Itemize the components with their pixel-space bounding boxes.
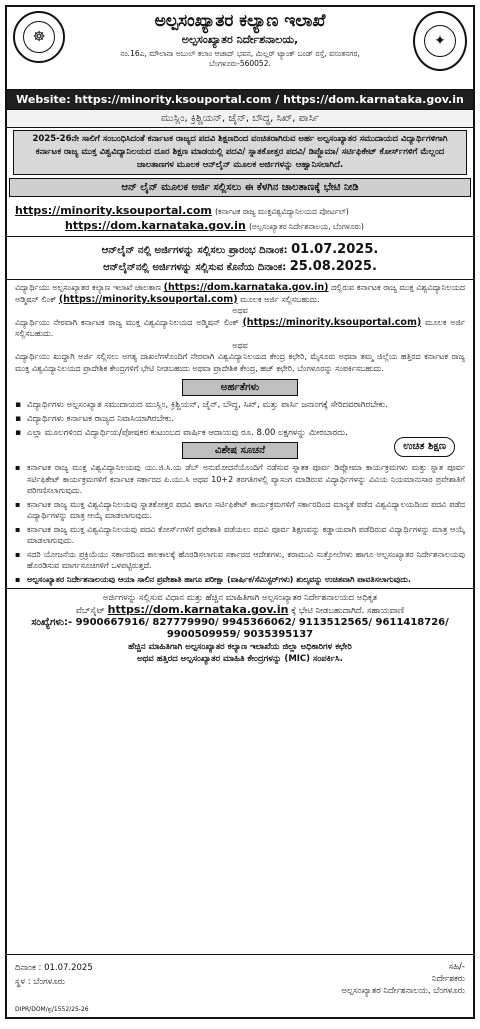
note-text: ಕರ್ನಾಟಕ ರಾಜ್ಯ ಮುಕ್ತ ವಿಶ್ವವಿದ್ಯಾನಿಲಯವು ಯು.ಜಿ.ಸಿ.ಯ ಡೆಬ್ ಅನುಮೋದನೆಯೊಂದಿಗೆ ನಡೆಸುವ ಸ್ನಾತಕ ಪೂರ್ವ ಡಿಪ್ಲೋಮಾ ಕಾರ್ಯಕ್ರಮಗಳು ಮತ್ತು ಸ್ನಾತ ಪೂರ್ವ ಸರ್ಟಿಫಿಕೇಟ್ ಕಾರ್ಯಕ್ರಮಗಳಿಗೆ ಕರ್ನಾಟಕ ಸರ್ಕಾರದ ಪಿ.ಯು.ಸಿ ಅಥವ 10+2 ತರಗತಿಗಳಲ್ಲಿ ವ್ಯಾಸಂಗ ಮಾಡಿರುವ ವಿದ್ಯಾರ್ಥಿಗಳನ್ನು ವಿವಿಯ ನಿಯಮಾನುಸಾರ ಪ್ರವೇಶಾತಿಗೆ ಪರಿಗಣಿಸಲಾಗುವುದು. (27, 463, 465, 495)
dates-section (7, 236, 473, 280)
website-bar: Website: https://minority.ksouportal.com / https://dom.karnataka.gov.in (7, 90, 473, 109)
special-notes-heading: ವಿಶೇಷ ಸೂಚನೆ (182, 442, 298, 459)
note-text: ಕರ್ನಾಟಕ ರಾಜ್ಯ ಮುಕ್ತ ವಿಶ್ವವಿದ್ಯಾನಿಲಯವು ಸ್ನಾತಕೋತ್ತರ ಪದವಿ ಹಾಗೂ ಸರ್ಟಿಫಿಕೇಟ್ ಕಾರ್ಯಕ್ರಮಗಳಿಗೆ ಸರ್ಕಾರದಿಂದ ಮಾನ್ಯತೆ ಪಡೆದ ವಿಶ್ವವಿದ್ಯಾಲಯದಿಂದ ಪದವಿ ಪಡೆದ ವಿದ್ಯಾರ್ಥಿಗಳನ್ನು ಮಾತ್ರ ಆಯ್ಕೆ ಮಾಡಲಾಗುವುದು. (27, 499, 465, 520)
university-seal-logo: ✦ (413, 11, 467, 71)
links-list (7, 200, 473, 236)
start-date-row (7, 242, 473, 257)
or-separator: ಅಥವ (232, 340, 248, 350)
bullet-icon: ▪ (15, 400, 22, 410)
free-education-stamp: ಉಚಿತ ಶಿಕ್ಷಣ (394, 437, 455, 457)
list-item (15, 462, 465, 497)
list-item (15, 413, 465, 425)
bullet-icon: ▪ (15, 414, 22, 424)
address-line-2: ಬೆಂಗಳೂರು-560052. (209, 59, 271, 68)
footer (7, 954, 473, 1017)
bullet-icon: ▪ (15, 428, 22, 438)
designation: ನಿರ್ದೇಶಕರು (431, 974, 465, 984)
eligibility-text: ಎಲ್ಲಾ ಮೂಲಗಳಿಂದ ವಿದ್ಯಾರ್ಥಿಯ/ಪೋಷಕರ ಕುಟುಂಬದ ವಾರ್ಷಿಕ ಆದಾಯವು ರೂ. 8.00 ಲಕ್ಷಗಳನ್ನು ಮೀರಬಾರದು. (27, 428, 348, 438)
contact-section (7, 588, 473, 668)
apply-text: ವಿದ್ಯಾರ್ಥಿಯು ನೇರವಾಗಿ ಕರ್ನಾಟಕ ರಾಜ್ಯ ಮುಕ್ತ ವಿಶ್ವವಿದ್ಯಾನಿಲಯದ ಅಡ್ಮಿಷನ್ ಲಿಂಕ್ (15, 317, 239, 327)
bullet-icon: ▪ (15, 549, 21, 559)
phone-row (17, 617, 463, 629)
bullet-icon: ▪ (15, 574, 21, 584)
address-line-1: ನಂ.16ಎ, ಮೌಲಾನಾ ಅಬುಲ್ ಕಲಾಂ ಆಜಾದ್ ಭವನ, ಮಿಲ್ಲರ್ ಟ್ಯಾಂಕ್ ಬಂಡ್ ರಸ್ತೆ, ವಸಂತನಗರ, (120, 49, 360, 58)
how-to-apply (7, 280, 473, 376)
karnataka-emblem-logo: ☸ (13, 11, 65, 63)
ksou-portal-link[interactable]: https://minority.ksouportal.com (15, 204, 212, 217)
phones-label: ಸಂಖ್ಯೆಗಳು:- (31, 617, 73, 628)
apply-option-1 (15, 282, 465, 305)
office-address (67, 49, 413, 69)
eligibility-text: ವಿದ್ಯಾರ್ಥಿಗಳು ಕರ್ನಾಟಕ ರಾಜ್ಯದ ನಿವಾಸಿಯಾಗಿರಬೇಕು. (27, 414, 175, 424)
bullet-icon: ▪ (15, 499, 21, 509)
end-date-row (7, 259, 473, 274)
list-item (15, 549, 465, 572)
link-row (15, 204, 465, 217)
contact-line-3: ಹೆಚ್ಚಿನ ಮಾಹಿತಿಗಾಗಿ ಅಲ್ಪಸಂಖ್ಯಾತರ ಕಲ್ಯಾಣ ಇಲಾಖೆಯ ಜಿಲ್ಲಾ ಅಧಿಕಾರಿಗಳ ಕಛೇರಿ (128, 642, 352, 652)
department-title: ಅಲ್ಪಸಂಖ್ಯಾತರ ಕಲ್ಯಾಣ ಇಲಾಖೆ (154, 11, 326, 31)
dom-website-link[interactable]: https://dom.karnataka.gov.in (107, 603, 289, 616)
link-note: (ಅಲ್ಪಸಂಖ್ಯಾತರ ನಿರ್ದೇಶನಾಲಯ, ಬೆಂಗಳೂರು) (248, 222, 364, 231)
issue-place: ಸ್ಥಳ : ಬೆಂಗಳೂರು (15, 977, 66, 987)
office-name: ಅಲ್ಪಸಂಖ್ಯಾತರ ನಿರ್ದೇಶನಾಲಯ, ಬೆಂಗಳೂರು (341, 986, 465, 996)
apply-option-3: ವಿದ್ಯಾರ್ಥಿಯು ಖುದ್ದಾಗಿ ಅರ್ಜಿ ಸಲ್ಲಿಸಲು ಅಗತ್ಯ ದಾಖಲೆಗಳೊಂದಿಗೆ ನೇರವಾಗಿ ವಿಶ್ವವಿದ್ಯಾನಿಲಯದ ಕೇಂದ್ರ ಕಛೇರಿ, ಮೈಸೂರು ಅಥವಾ ತಮ್ಮ ಜಿಲ್ಲೆಯ ಹತ್ತಿರದ ಕರ್ನಾಟಕ ರಾಜ್ಯ ಮುಕ್ತ ವಿಶ್ವವಿದ್ಯಾನಿಲಯದ ಪ್ರಾದೇಶಿಕ ಕೇಂದ್ರಗಳಿಗೆ ಭೇಟಿ ನೀಡಬಹುದು ಅಥವಾ ಪ್ರಾದೇಶಿಕ ಕೇಂದ್ರ, ಹಜ್ ಕಛೇರಿ, ಬೆಂಗಳೂರನ್ನು ಸಂಪರ್ಕಿಸಬಹುದು. (15, 352, 465, 373)
list-item (15, 574, 465, 586)
bullet-icon: ▪ (15, 463, 21, 472)
web-label: ವೆಬ್‌ಸೈಟ್ (76, 606, 105, 616)
footer-left (15, 961, 93, 989)
directorate-subtitle: ಅಲ್ಪಸಂಖ್ಯಾತರ ನಿರ್ದೇಶನಾಲಯ, (181, 33, 299, 46)
contact-intro: ಅರ್ಜಿಗಳನ್ನು ಸಲ್ಲಿಸುವ ವಿಧಾನ ಮತ್ತು ಹೆಚ್ಚಿನ ಮಾಹಿತಿಗಾಗಿ ಅಲ್ಪಸಂಖ್ಯಾತರ ನಿರ್ದೇಶನಾಲಯದ ಅಧಿಕೃತ (102, 593, 378, 603)
apply-text: ವಿದ್ಯಾರ್ಥಿಯು ಅಲ್ಪಸಂಖ್ಯಾತರ ಕಲ್ಯಾಣ ಇಲಾಖೆ ಜಾಲತಾಣ (15, 283, 162, 292)
apply-text: ಮೂಲಕ ಅರ್ಜಿ ಸಲ್ಲಿಸಬಹುದು. (15, 317, 466, 338)
list-item (15, 499, 465, 522)
eligibility-heading: ಅರ್ಹತೆಗಳು (182, 379, 298, 396)
communities-bar: ಮುಸ್ಲಿಂ, ಕ್ರಿಶ್ಚಿಯನ್, ಜೈನ್, ಬೌದ್ಧ, ಸಿಖ್, ಪಾರ್ಸಿ (7, 109, 473, 128)
list-item (15, 427, 465, 439)
reference-number: DIPR/DOM/ಪ್ರ/1552/25-26 (15, 1006, 89, 1013)
list-item (15, 524, 465, 547)
dom-portal-link[interactable]: https://dom.karnataka.gov.in (65, 219, 246, 232)
ksou-link[interactable]: (https://minority.ksouportal.com) (242, 316, 422, 328)
phone-numbers-2: 9900509959/ 9035395137 (166, 629, 314, 640)
or-separator: ಅಥವ (232, 306, 248, 315)
start-date-label: ಆನ್‌ಲೈನ್ ನಲ್ಲಿ ಅರ್ಜಿಗಳನ್ನು ಸಲ್ಲಿಸಲು ಪ್ರಾರಂಭ ದಿನಾಂಕ: (101, 245, 288, 256)
note-text: ಕರ್ನಾಟಕ ರಾಜ್ಯ ಮುಕ್ತ ವಿಶ್ವವಿದ್ಯಾನಿಲಯವು ಪದವಿ ಕೋರ್ಸ್‌ಗಳಿಗೆ ಪ್ರವೇಶಾತಿ ಪಡೆಯಲು ಪದವಿ ಪೂರ್ವ ಶಿಕ್ಷಣವನ್ನು ಕಡ್ಡಾಯವಾಗಿ ಪಡೆದಿರುವ ವಿದ್ಯಾರ್ಥಿಗಳನ್ನು ಮಾತ್ರ ಆಯ್ಕೆ ಮಾಡಲಾಗುವುದು. (27, 524, 465, 545)
contact-web-row (17, 604, 463, 617)
issue-date: ದಿನಾಂಕ : 01.07.2025 (15, 963, 93, 973)
bullet-icon: ▪ (15, 524, 21, 534)
end-date: 25.08.2025. (289, 259, 377, 274)
links-title: ಆನ್ ಲೈನ್ ಮೂಲಕ ಅರ್ಜಿ ಸಲ್ಲಿಸಲು ಈ ಕೆಳಗಿನ ಜಾಲತಾಣಕ್ಕೆ ಭೇಟಿ ನೀಡಿ (9, 178, 471, 197)
apply-option-2 (15, 317, 465, 340)
end-date-label: ಆನ್‌ಲೈನ್‌ನಲ್ಲಿ ಅರ್ಜಿಗಳನ್ನು ಸಲ್ಲಿಸುವ ಕೊನೆಯ ದಿನಾಂಕ: (103, 262, 287, 273)
dom-link[interactable]: (https://dom.karnataka.gov.in) (163, 282, 329, 293)
contact-line-4: ಅಥವ ಹತ್ತಿರದ ಅಲ್ಪಸಂಖ್ಯಾತರ ಮಾಹಿತಿ ಕೇಂದ್ರಗಳನ್ನು (MIC) ಸಂಪರ್ಕಿಸಿ. (137, 654, 343, 664)
signed-mark: ಸಹಿ/- (448, 962, 465, 972)
note-text: ಅಲ್ಪಸಂಖ್ಯಾತರ ನಿರ್ದೇಶನಾಲಯವು ಆಯಾ ಸಾಲಿನ ಪ್ರವೇಶಾತಿ ಹಾಗೂ ಪರೀಕ್ಷಾ (ವಾರ್ಷಿಕ/ಸೆಮಿಸ್ಟರ್‌ಗಳು) ಶುಲ್ಕವನ್ನು ಉಚಿತವಾಗಿ ಪಾವತಿಸಲಾಗುವುದು. (27, 574, 411, 584)
start-date: 01.07.2025. (291, 242, 379, 257)
link-note: (ಕರ್ನಾಟಕ ರಾಜ್ಯ ಮುಕ್ತವಿಶ್ವವಿದ್ಯಾನಿಲಯದ ಪೋರ್ಟಲ್) (215, 207, 349, 216)
list-item (15, 399, 465, 411)
web-suffix: ಕ್ಕೆ ಭೇಟಿ ನೀಡಬಹುದಾಗಿದೆ. ಸಹಾಯವಾಣಿ (291, 606, 404, 616)
ksou-link[interactable]: (https://minority.ksouportal.com) (58, 293, 238, 305)
apply-text: ಮೂಲಕ ಅರ್ಜಿ ಸಲ್ಲಿಸಬಹುದು. (240, 294, 320, 304)
intro-box: 2025-26ನೇ ಸಾಲಿಗೆ ಸಂಬಂಧಿಸಿದಂತೆ ಕರ್ನಾಟಕ ರಾಜ್ಯದ ಪದವಿ ಶಿಕ್ಷಣದಿಂದ ವಂಚಿತರಾಗಿರುವ ಅರ್ಹ ಅಲ್ಪಸಂಖ್ಯಾತರ ಸಮುದಾಯದ ವಿದ್ಯಾರ್ಥಿಗಳಿಗಾಗಿ ಕರ್ನಾಟಕ ರಾಜ್ಯ ಮುಕ್ತ ವಿಶ್ವವಿದ್ಯಾನಿಲಯದ ದೂರ ಶಿಕ್ಷಣ ಮಾಡಯಲ್ಲಿ ಪದವಿ/ ಸ್ನಾತಕೋತ್ತರ ಪದವಿ/ ಡಿಪ್ಲೊಮಾ/ ಸರ್ಟಿಫಿಕೇಟ್ ಕೋರ್ಸ್‌ಗಳಿಗೆ ಮೆಲ್ಲಂದ ಜಾಲತಾಣಗಳ ಮೂಲಕ ಆನ್‌ಲೈನ್ ಮೂಲಕ ಅರ್ಜಿಗಳನ್ನು ಆಹ್ವಾನಿಸಲಾಗಿದೆ. (13, 130, 467, 175)
note-text: ಸದರಿ ಯೋಜನೆಯ ಪ್ರಕ್ರಿಯೆಯು ಸರ್ಕಾರದಿಂದ ಕಾಲಕಾಲಕ್ಕೆ ಹೊರಡಿಸಲಾಗುವ ಸರ್ಕಾರದ ಆದೇಶಗಳು, ಕರಾಮುವಿ ಸುತ್ತೋಲೆಗಳು ಹಾಗೂ ಅಲ್ಪಸಂಖ್ಯಾತರ ನಿರ್ದೇಶನಾಲಯವು ಹೊರಡಿಸುವ ಮಾರ್ಗಸೂಚಿಗಳಿಗೆ ಒಳಪಟ್ಟಿರುತ್ತದೆ. (27, 549, 465, 570)
apply-text: ದಲ್ಲಿರುವ ಕರ್ನಾಟಕ ರಾಜ್ಯ ಮುಕ್ತ ವಿಶ್ವವಿದ್ಯಾನಿಲಯದ ಅಡ್ಮಿಷನ್ ಲಿಂಕ್ (15, 283, 466, 304)
header (7, 7, 473, 90)
eligibility-text: ವಿದ್ಯಾರ್ಥಿಗಳು ಅಲ್ಪಸಂಖ್ಯಾತ ಸಮುದಾಯದ ಮುಸ್ಲಿಂ, ಕ್ರಿಶ್ಚಿಯನ್, ಜೈನ್, ಬೌದ್ಧ, ಸಿಖ್, ಮತ್ತು ಪಾರ್ಸಿ ಜನಾಂಗಕ್ಕೆ ಸೇರಿದವರಾಗಿರಬೇಕು. (27, 400, 388, 410)
footer-signature (341, 961, 465, 997)
phone-numbers: 9900667916/ 827779990/ 9945366062/ 9113512565/ 9611418726/ (75, 617, 449, 628)
special-notes-list (7, 462, 473, 585)
link-row (15, 219, 465, 232)
notice-page (5, 5, 475, 1019)
